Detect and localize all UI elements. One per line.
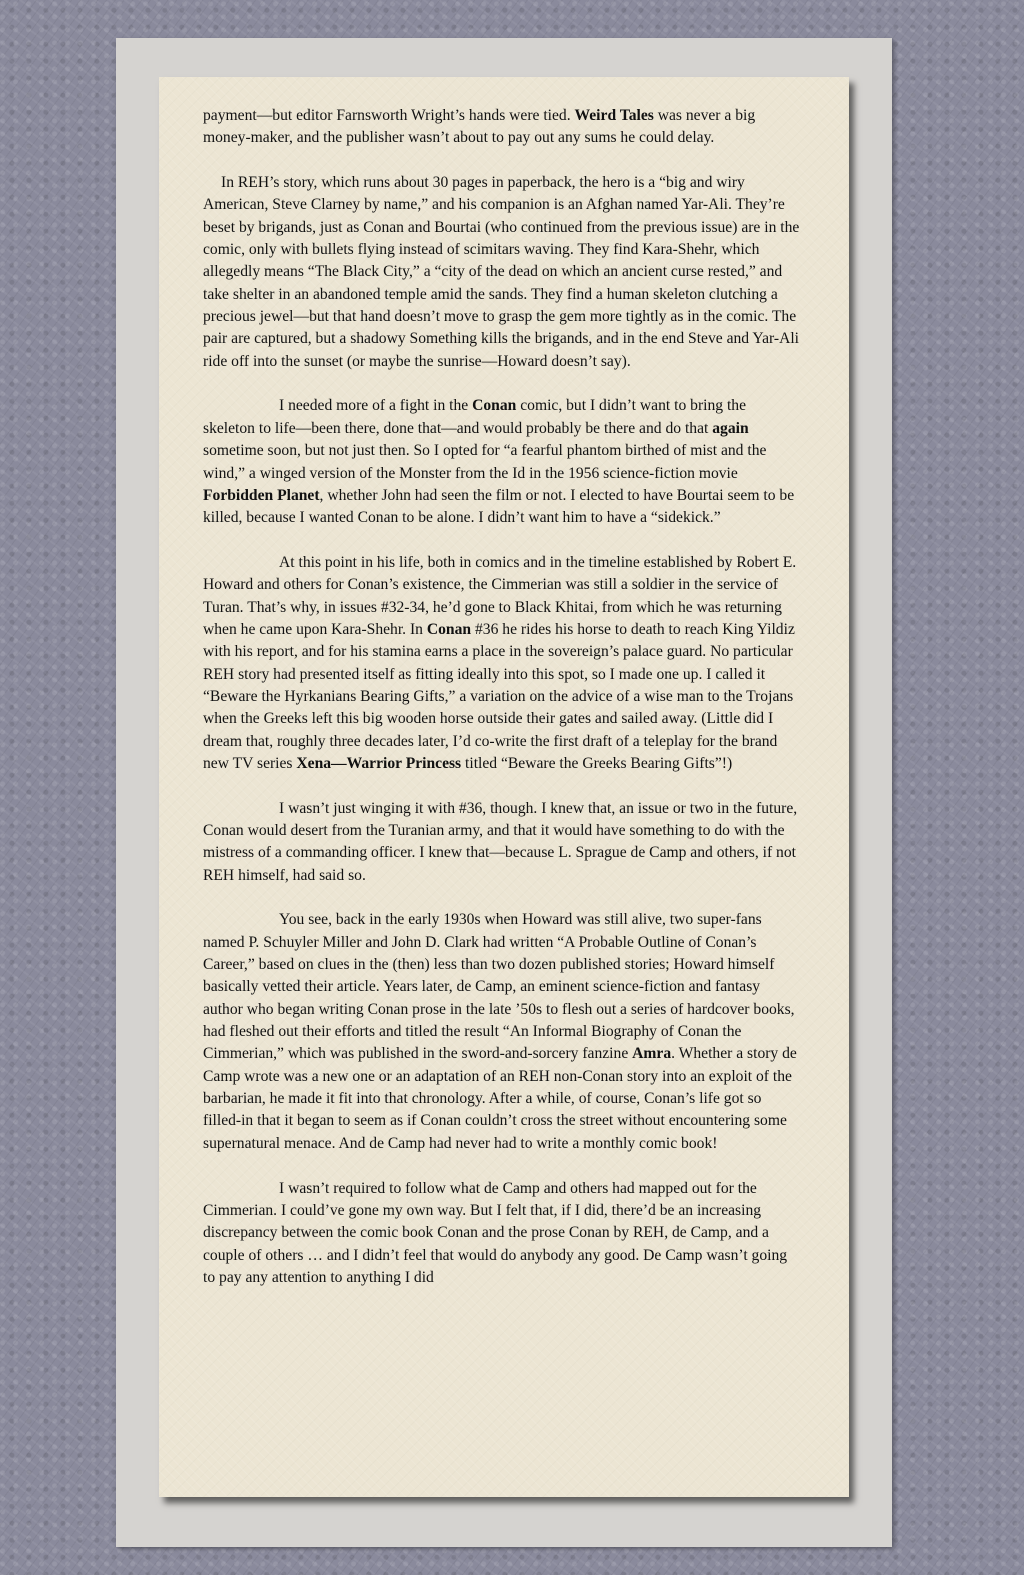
paragraph: payment—but editor Farnsworth Wright’s hands were tied. Weird Tales was never a big money-maker, and the publisher wasn’t about to pay out any sums he could delay. bbox=[203, 107, 756, 147]
paragraph: In REH’s story, which runs about 30 pages in paperback, the hero is a “big and wiry American, Steve Clarney by name,” and his companion is an Afghan named Yar-Ali. They’re beset by brigands, just as Conan and Bourtai (who continued from the previous issue) are in the comic, only with bullets flying instead of scimitars waving. They find Kara-Shehr, which allegedly means “The Black City,” a “city of the dead on which an ancient curse rested,” and take shelter in an abandoned temple amid the sands. They find a human skeleton clutching a precious jewel—but that hand doesn’t move to grasp the gem more tightly as in the comic. The pair are captured, but a shadowy Something kills the brigands, and in the end Steve and Yar-Ali ride off into the sunset (or maybe the sunrise—Howard doesn’t say). bbox=[203, 174, 800, 370]
paragraph: I wasn’t required to follow what de Camp and others had mapped out for the Cimmerian. I could’ve gone my own way. But I felt that, if I did, there’d be an increasing discrepancy between the comic book Conan and the prose Conan by REH, de Camp, and a couple of others … and I didn’t feel that would do anybody any good. De Camp wasn’t going to pay any attention to anything I did bbox=[203, 1179, 788, 1286]
paragraph: I needed more of a fight in the Conan comic, but I didn’t want to bring the skeleton to life—been there, done that—and would probably be there and do that again sometime soon, but not just then. So I opted for “a fearful phantom birthed of mist and the wind,” a winged version of the Monster from the Id in the 1956 science-fiction movie Forbidden Planet, whether John had seen the film or not. I elected to have Bourtai seem to be killed, because I wanted Conan to be alone. I didn’t want him to have a “sidekick.” bbox=[203, 397, 795, 527]
paragraph: I wasn’t just winging it with #36, though. I knew that, an issue or two in the future, Conan would desert from the Turanian army, and that it would have something to do with the mistress of a commanding officer. I knew that—because L. Sprague de Camp and others, if not REH himself, had said so. bbox=[203, 799, 798, 884]
text-page bbox=[159, 77, 849, 1497]
paragraph: You see, back in the early 1930s when Howard was still alive, two super-fans named P. Schuyler Miller and John D. Clark had written “A Probable Outline of Conan’s Career,” based on clues in the (then) less than two dozen published stories; Howard himself basically vetted their article. Years later, de Camp, an eminent science-fiction and fantasy author who began writing Conan prose in the late ’50s to flesh out a series of hardcover books, had fleshed out their efforts and titled the result “An Informal Biography of Conan the Cimmerian,” which was published in the sword-and-sorcery fanzine Amra. Whether a story de Camp wrote was a new one or an adaptation of an REH non-Conan story into an exploit of the barbarian, he made it fit into that chronology. After a while, of course, Conan’s life got so filled-in that it began to seem as if Conan couldn’t cross the street without encountering some supernatural menace. And de Camp had never had to write a monthly comic book! bbox=[203, 911, 797, 1152]
article-body bbox=[203, 105, 801, 1312]
paragraph: At this point in his life, both in comics and in the timeline established by Robert E. Howard and others for Conan’s existence, the Cimmerian was still a soldier in the service of Turan. That’s why, in issues #32-34, he’d gone to Black Khitai, from which he was returning when he came upon Kara-Shehr. In Conan #36 he rides his horse to death to reach King Yildiz with his report, and for his stamina earns a place in the sovereign’s palace guard. No particular REH story had presented itself as fitting ideally into this spot, so I made one up. I called it “Beware the Hyrkanians Bearing Gifts,” a variation on the advice of a wise man to the Trojans when the Greeks left this big wooden horse outside their gates and sailed away. (Little did I dream that, roughly three decades later, I’d co-write the first draft of a teleplay for the brand new TV series Xena—Warrior Princess titled “Beware the Greeks Bearing Gifts”!) bbox=[203, 553, 797, 772]
